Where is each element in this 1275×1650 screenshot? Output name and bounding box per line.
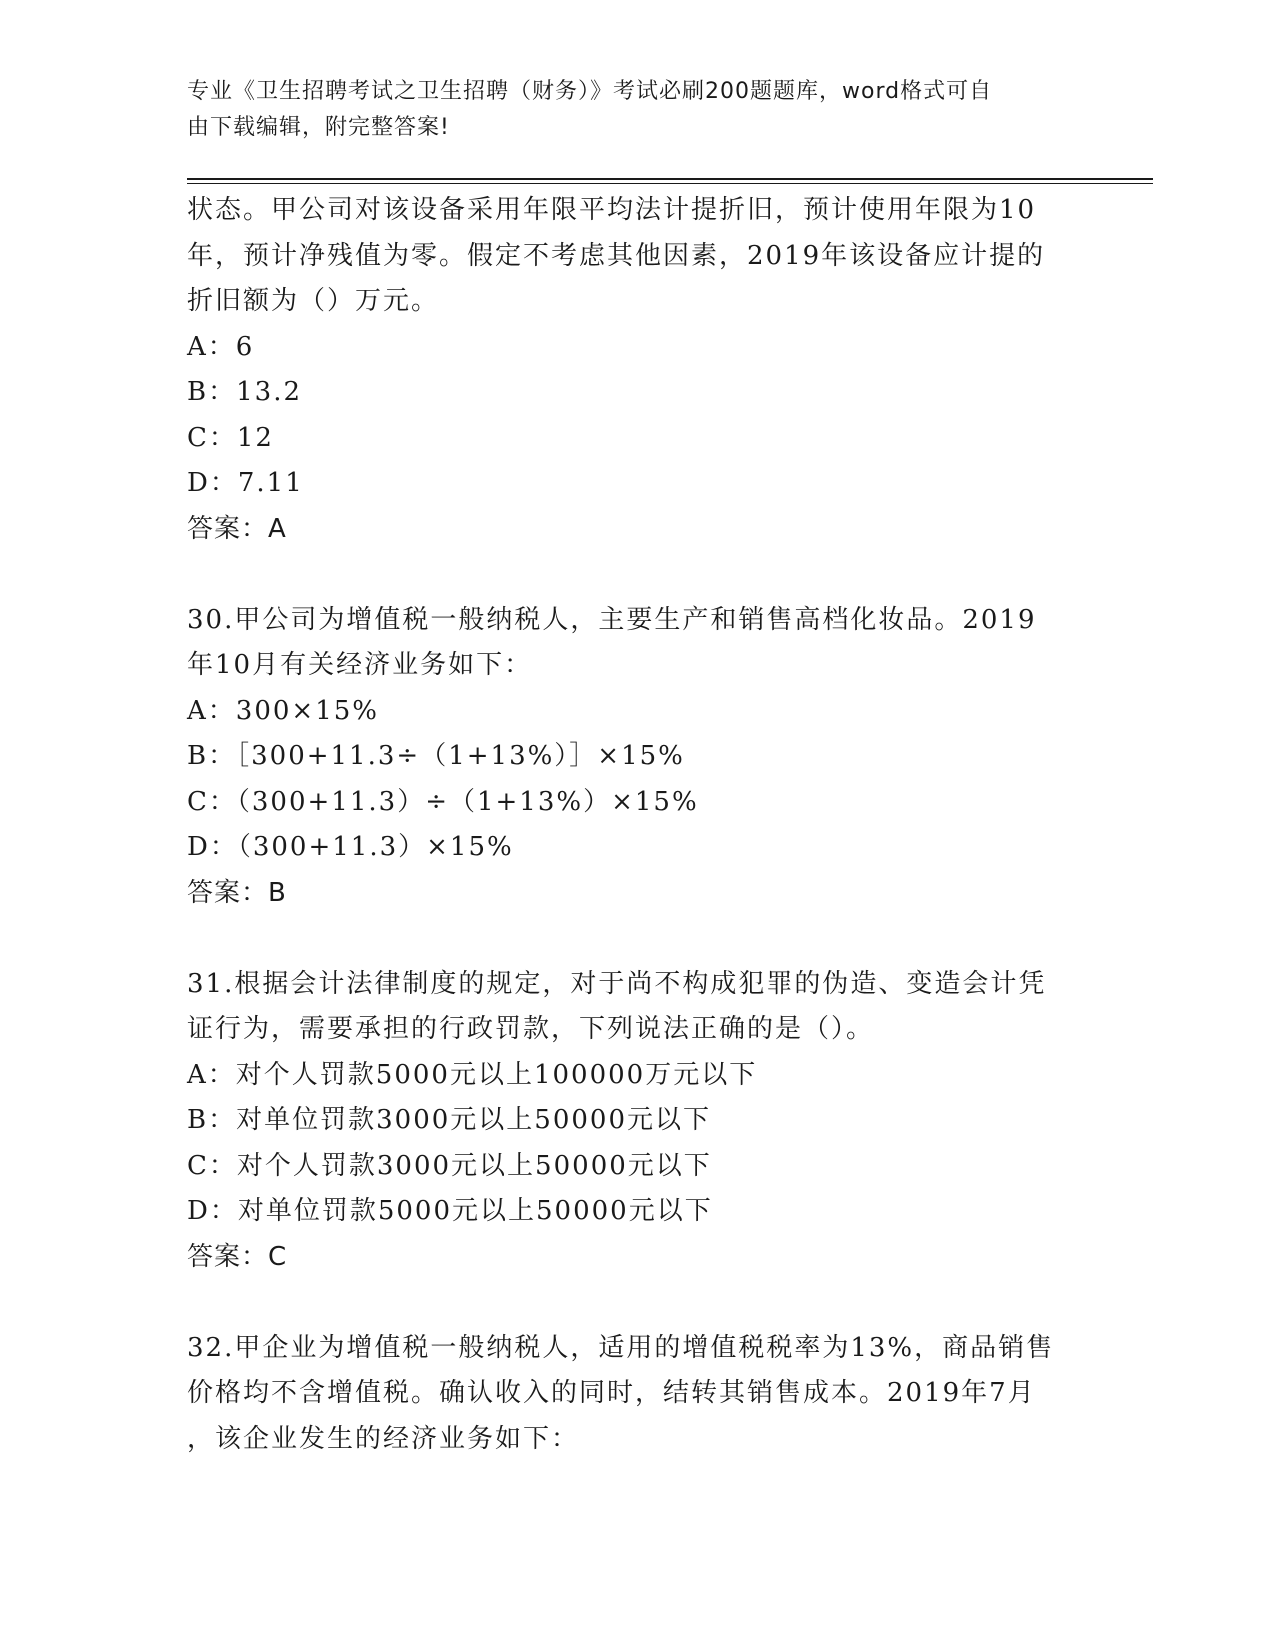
question-stem-line: 30.甲公司为增值税一般纳税人，主要生产和销售高档化妆品。2019 [187, 604, 1037, 635]
question-30 [187, 598, 1087, 917]
answer-line: 答案：A [187, 513, 287, 544]
question-stem-line: 32.甲企业为增值税一般纳税人，适用的增值税税率为13%，商品销售 [187, 1332, 1055, 1363]
option-b: B：对单位罚款3000元以上50000元以下 [187, 1105, 711, 1135]
spacer [187, 1280, 1087, 1326]
question-stem-line: 年，预计净残值为零。假定不考虑其他因素，2019年该设备应计提的 [187, 240, 1046, 271]
header-line-1: 专业《卫生招聘考试之卫生招聘（财务）》考试必刷200题题库，word格式可自 [187, 79, 993, 104]
question-32 [187, 1326, 1087, 1463]
question-stem-line: 状态。甲公司对该设备采用年限平均法计提折旧，预计使用年限为10 [187, 195, 1037, 225]
question-stem-line: 价格均不含增值税。确认收入的同时，结转其销售成本。2019年7月 [187, 1378, 1036, 1408]
question-31 [187, 962, 1087, 1281]
answer-line: 答案：C [187, 1241, 288, 1272]
option-a: A：300×15% [187, 695, 379, 726]
header-rule-thick [187, 178, 1153, 180]
option-a: A：对个人罚款5000元以上100000万元以下 [187, 1059, 758, 1090]
question-stem-line: 证行为，需要承担的行政罚款，下列说法正确的是（）。 [187, 1014, 875, 1044]
question-29 [187, 188, 1087, 552]
question-stem-line: ，该企业发生的经济业务如下： [187, 1423, 580, 1454]
option-c: C：12 [187, 422, 274, 453]
spacer [187, 552, 1087, 598]
spacer [187, 916, 1087, 962]
question-stem-line: 年10月有关经济业务如下： [187, 650, 533, 680]
option-d: D：7.11 [187, 468, 304, 498]
option-b: B：13.2 [187, 377, 302, 407]
header-line-2: 由下载编辑，附完整答案! [187, 115, 450, 140]
question-stem-line: 折旧额为（）万元。 [187, 286, 440, 316]
option-c: C：对个人罚款3000元以上50000元以下 [187, 1150, 712, 1181]
document-body [187, 188, 1087, 1462]
option-b: B：［300+11.3÷（1+13%）］×15% [187, 741, 685, 771]
header-rule-thin [187, 183, 1153, 184]
question-stem-line: 31.根据会计法律制度的规定，对于尚不构成犯罪的伪造、变造会计凭 [187, 968, 1047, 999]
option-d: D：（300+11.3）×15% [187, 832, 514, 862]
option-a: A：6 [187, 331, 255, 362]
document-header [187, 74, 1067, 146]
option-d: D：对单位罚款5000元以上50000元以下 [187, 1196, 713, 1226]
option-c: C：（300+11.3）÷（1+13%）×15% [187, 786, 699, 817]
answer-line: 答案：B [187, 877, 287, 908]
